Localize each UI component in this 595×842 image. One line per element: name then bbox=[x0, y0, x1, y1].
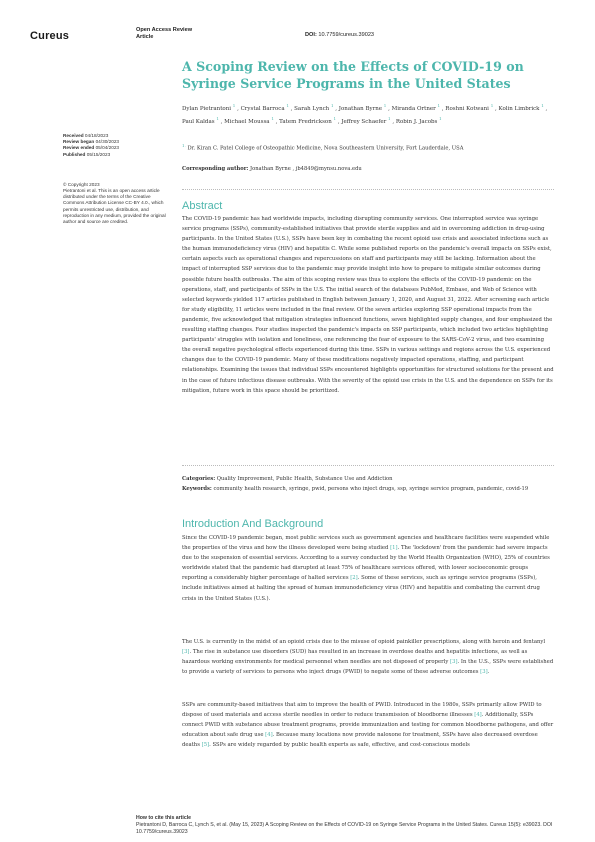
author-name[interactable]: Crystal Barroca bbox=[240, 105, 285, 112]
intro-heading: Introduction And Background bbox=[182, 518, 324, 530]
author-affiliation-marker: 1 bbox=[383, 103, 387, 108]
copyright: © Copyright 2023 bbox=[63, 181, 100, 187]
reference-link[interactable]: [4] bbox=[474, 712, 482, 719]
doi bbox=[305, 32, 374, 38]
intro-paragraph-1: Since the COVID-19 pandemic began, most public services such as government agencies and healthcare facilities were suspended while the properties of the virus and how the illness developed were being studied [1]. The 'lockdown' from the pandemic had severe impacts due to the suspension of essential services. According to a survey conducted by the World Health Organization (WHO), 25% of countries worldwide stated that the pandemic had disrupted at least 75% of healthcare services offered, with lower socioeconomic groups reporting a considerably higher percentage of halted services [2]. Some of these services, such as syringe service programs (SSPs), include initiatives aimed at halting the spread of human immunodeficiency virus (HIV) and hepatitis and combating the current drug crisis in the United States (U.S.). bbox=[182, 535, 550, 602]
author-name[interactable]: Tatem Fredrickson bbox=[279, 119, 332, 126]
abstract-heading: Abstract bbox=[182, 200, 223, 212]
reference-link[interactable]: [4] bbox=[265, 732, 273, 739]
article-type-label bbox=[136, 27, 192, 41]
citation-label: How to cite this article bbox=[136, 815, 192, 821]
author-affiliation-marker: 1 bbox=[439, 116, 442, 122]
citation-footer bbox=[136, 815, 556, 837]
author-affiliation-marker: 1 bbox=[490, 103, 494, 108]
reference-link[interactable]: [3] bbox=[182, 649, 190, 656]
author-name[interactable]: Sarah Lynch bbox=[294, 105, 330, 112]
author-affiliation-marker: 1 bbox=[333, 116, 337, 122]
author-name[interactable]: Roshni Kotwani bbox=[445, 105, 489, 112]
reference-link[interactable]: [3] bbox=[480, 669, 488, 676]
doi-label: DOI: bbox=[305, 32, 317, 38]
reference-link[interactable]: [2] bbox=[350, 575, 358, 582]
author-affiliation-marker: 1 bbox=[286, 103, 289, 108]
publication-history bbox=[63, 133, 168, 225]
intro-paragraph-3: SSPs are community-based initiatives that aim to improve the health of PWID. Introduced in the 1980s, SSPs primarily allow PWID to dispose of used materials and access sterile needles in order to reduce transmission of bloodborne illnesses [4]. Additionally, SSPs connect PWID with substance abuse treatment programs, provide immunization and testing for common bloodborne pathogens, and offer education about safe drug use [4]. Because many locations now provide naloxone for treatment, SSPs have also decreased overdose deaths [5]. SSPs are widely regarded by public health experts as safe, effective, and cost-conscious models bbox=[182, 702, 554, 749]
abstract-text: The COVID-19 pandemic has had worldwide impacts, including disrupting community services. One interrupted service was syringe service programs (SSPs), community-established initiatives that provide sterile supplies and aid in overcoming addiction in drug-using participants. In the United States (U.S.), SSPs have been key in combating the recent opioid use crisis and associated infections such as the human immunodeficiency virus (HIV) and hepatitis C. While some published reports on the pandemic's overall impacts on SSPs exist, certain aspects such as operational changes and repercussions on staff and participants may still be lacking. Information about the impact of interrupted SSP services due to the pandemic may provide insight into how to prepare to mitigate similar outcomes during possible future health outbreaks. The aim of this scoping review was thus to explore the effects of the COVID-19 pandemic on the operations, staff, and participants of SSPs in the U.S. The initial search of the databases PubMed, Embase, and Web of Science with selected keywords yielded 117 articles published in English between January 1, 2020, and August 31, 2022. After screening each article for study eligibility, 11 articles were included in the final review. Of the seven articles exploring SSP operational impacts from the pandemic, five acknowledged that mitigation strategies influenced functions, seven highlighted supply changes, and four emphasized the resulting staffing changes. Four studies inspected the pandemic's impacts on SSP participants, which included two articles highlighting participants' struggles with isolation and loneliness, one referencing the fear of exposure to the SARS-CoV-2 virus, and two examining the overall negative psychological effects experienced during this time. SSPs in various settings and regions across the U.S. experienced changes due to the COVID-19 pandemic. Many of these modifications negatively impacted operations, staffing, and participant relationships. Examining the issues that individual SSPs encountered highlights opportunities for structured solutions for the present and in the case of future infectious disease outbreaks. With the severity of the opioid use crisis in the U.S. and the dependence on SSPs for its mitigation, future work in this space should be prioritized. bbox=[182, 216, 554, 394]
author-name[interactable]: Dylan Pietrantoni bbox=[182, 105, 232, 112]
author-affiliation-marker: 1 bbox=[232, 103, 236, 108]
author-list: Dylan Pietrantoni $^1$ , Crystal Barroca $^1$ , Sarah Lynch $^1$ , Jonathan Byrne $^1$ , Miranda Ortner $^1$ , Roshni Kotwani $^1$ , Kolin Limbrick $^1$ , Paul Kaldas $^1$ , Michael Moussa $^1$ , Tatem Fredrickson $^1$ , Jeffrey Schaefer $^1$ , Robin J. Jacobs $^1$ bbox=[182, 103, 548, 126]
author-name[interactable]: Jeffrey Schaefer bbox=[341, 119, 387, 126]
doi-value[interactable]: 10.7759/cureus.39023 bbox=[318, 32, 375, 38]
divider bbox=[182, 465, 554, 466]
review-began-row: Review began 04/30/2023 bbox=[63, 139, 120, 145]
author-affiliation-marker: 1 bbox=[271, 116, 274, 122]
reference-link[interactable]: [3] bbox=[450, 659, 458, 666]
journal-logo: Cureus bbox=[30, 30, 70, 42]
author-affiliation-marker: 1 bbox=[216, 116, 219, 122]
author-affiliation-marker: 1 bbox=[541, 103, 544, 108]
published-row: Published 05/15/2023 bbox=[63, 151, 111, 157]
reference-link[interactable]: [5] bbox=[201, 742, 210, 749]
article-title: A Scoping Review on the Effects of COVID-19 on Syringe Service Programs in the United States bbox=[182, 59, 524, 91]
author-name[interactable]: Jonathan Byrne bbox=[338, 105, 383, 112]
keywords: Keywords: community health research, syringe, pwid, persons who inject drugs, ssp, syringe service program, pandemic, covid-19 bbox=[182, 486, 529, 492]
author-name[interactable]: Michael Moussa bbox=[224, 119, 270, 126]
author-affiliation-marker: 1 bbox=[437, 103, 441, 108]
intro-paragraph-2: The U.S. is currently in the midst of an opioid crisis due to the misuse of opioid painkiller prescriptions, along with heroin and fentanyl [3]. The rise in substance use disorders (SUD) has resulted in an increase in overdose deaths and hepatitis infections, as well as hazardous working environments for medical personnel when needles are not disposed of properly [3]. In the U.S., SSPs were established to provide a variety of services to persons who inject drugs (PWID) to negate some of these adverse outcomes [3]. bbox=[182, 639, 554, 676]
divider bbox=[182, 189, 554, 190]
author-name[interactable]: Kolin Limbrick bbox=[498, 105, 540, 112]
license-text: Pietrantoni et al. This is an open access article distributed under the terms of the Creative Commons Attribution License CC-BY 4.0., which permits unrestricted use, distribution, and reproduction in any medium, provided the original author and source are credited. bbox=[63, 188, 166, 225]
affiliation: $^{1.}$ Dr. Kiran C. Patel College of Osteopathic Medicine, Nova Southeastern University, Fort Lauderdale, USA bbox=[182, 143, 464, 152]
categories: Categories: Quality Improvement, Public Health, Substance Use and Addiction bbox=[182, 476, 393, 482]
article-label: Article bbox=[136, 34, 154, 40]
citation-text: Pietrantoni D, Barroca C, Lynch S, et al. (May 15, 2023) A Scoping Review on the Effects of COVID-19 on Syringe Service Programs in the United States. Cureus 15(5): e39023. DOI 10.7759/cureus.39023 bbox=[136, 822, 553, 836]
author-affiliation-marker: 1 bbox=[330, 103, 334, 108]
author-name[interactable]: Robin J. Jacobs bbox=[395, 119, 438, 126]
review-ended-row: Review ended 05/04/2023 bbox=[63, 145, 120, 151]
author-name[interactable]: Miranda Ortner bbox=[391, 105, 436, 112]
author-affiliation-marker: 1 bbox=[388, 116, 391, 122]
author-name[interactable]: Paul Kaldas bbox=[182, 119, 215, 126]
corresponding-author: Corresponding author: Jonathan Byrne , jb4849@mynsu.nova.edu bbox=[182, 166, 362, 172]
reference-link[interactable]: [1] bbox=[390, 545, 398, 552]
received-row: Received 04/18/2023 bbox=[63, 133, 109, 138]
open-access-label: Open Access Review bbox=[136, 27, 193, 33]
